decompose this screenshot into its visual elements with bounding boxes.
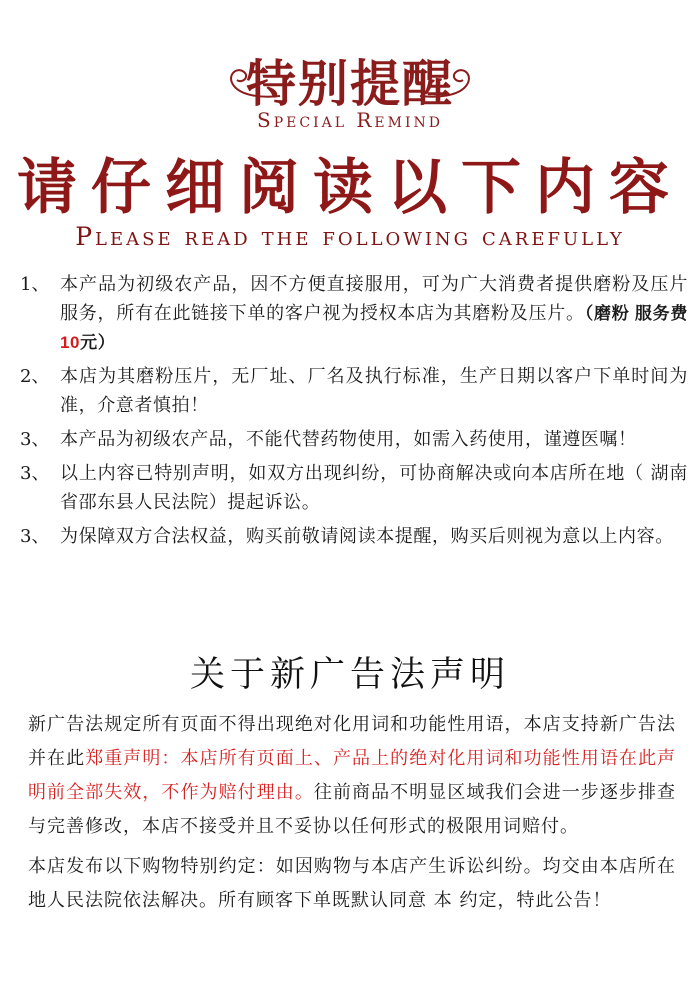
notice-number: 1、 [20, 274, 50, 295]
ad-law-statement [28, 708, 676, 924]
notice-number: 3、 [20, 463, 50, 484]
notice-text: 以上内容已特别声明，如双方出现纠纷，可协商解决或向本店所在地（ 湖南省邵东县人民法院）提起诉讼。 [60, 463, 688, 513]
notice-number: 3、 [20, 526, 50, 547]
notice-text: 为保障双方合法权益，购买前敬请阅读本提醒，购买后则视为意以上内容。 [60, 526, 674, 547]
notice-text: 本产品为初级农产品，因不方便直接服用，可为广大消费者提供磨粉及压片服务，所有在此链接下单的客户视为授权本店为其磨粉及压片。（磨粉 服务费10元） [60, 274, 689, 352]
shopping-agreement-paragraph: 本店发布以下购物特别约定：如因购物与本店产生诉讼纠纷。均交由本店所在地人民法院依法解决。所有顾客下单既默认同意 本 约定，特此公告！ [28, 856, 676, 911]
header [0, 0, 700, 250]
ad-law-title: 关于新广告法声明 [189, 655, 510, 695]
special-remind-subtitle: Special Remind [257, 108, 443, 132]
notice-item [20, 459, 688, 517]
notice-item [20, 362, 688, 420]
service-fee-amount: 10 [60, 333, 81, 352]
notice-number: 2、 [20, 366, 50, 387]
notice-item [20, 522, 688, 551]
read-carefully-subheadline: Please read the following carefully [75, 222, 625, 251]
read-carefully-headline: 请仔细阅读以下内容 [17, 153, 683, 223]
notice-list [20, 270, 688, 556]
notice-text: 本店为其磨粉压片，无厂址、厂名及执行标准，生产日期以客户下单时间为准，介意者慎拍！ [60, 366, 688, 416]
notice-item [20, 270, 688, 357]
notice-text: 本产品为初级农产品，不能代替药物使用，如需入药使用，谨遵医嘱！ [60, 429, 637, 450]
special-remind-title: 特别提醒 [246, 54, 454, 113]
service-fee: （磨粉 服务费10元） [60, 304, 689, 352]
ad-law-paragraph: 新广告法规定所有页面不得出现绝对化用词和功能性用语，本店支持新广告法并在此郑重声明：本店所有页面上、产品上的绝对化用词和功能性用语在此声明前全部失效，不作为赔付理由。往前商品不明显区域我们会进一步逐步排查与完善修改，本店不接受并且不妥协以任何形式的极限用词赔付。 [28, 714, 677, 837]
notice-item [20, 425, 688, 454]
solemn-declaration: 郑重声明：本店所有页面上、产品上的绝对化用词和功能性用语在此声明前全部失效，不作为赔付理由。 [28, 748, 677, 803]
notice-number: 3、 [20, 429, 50, 450]
